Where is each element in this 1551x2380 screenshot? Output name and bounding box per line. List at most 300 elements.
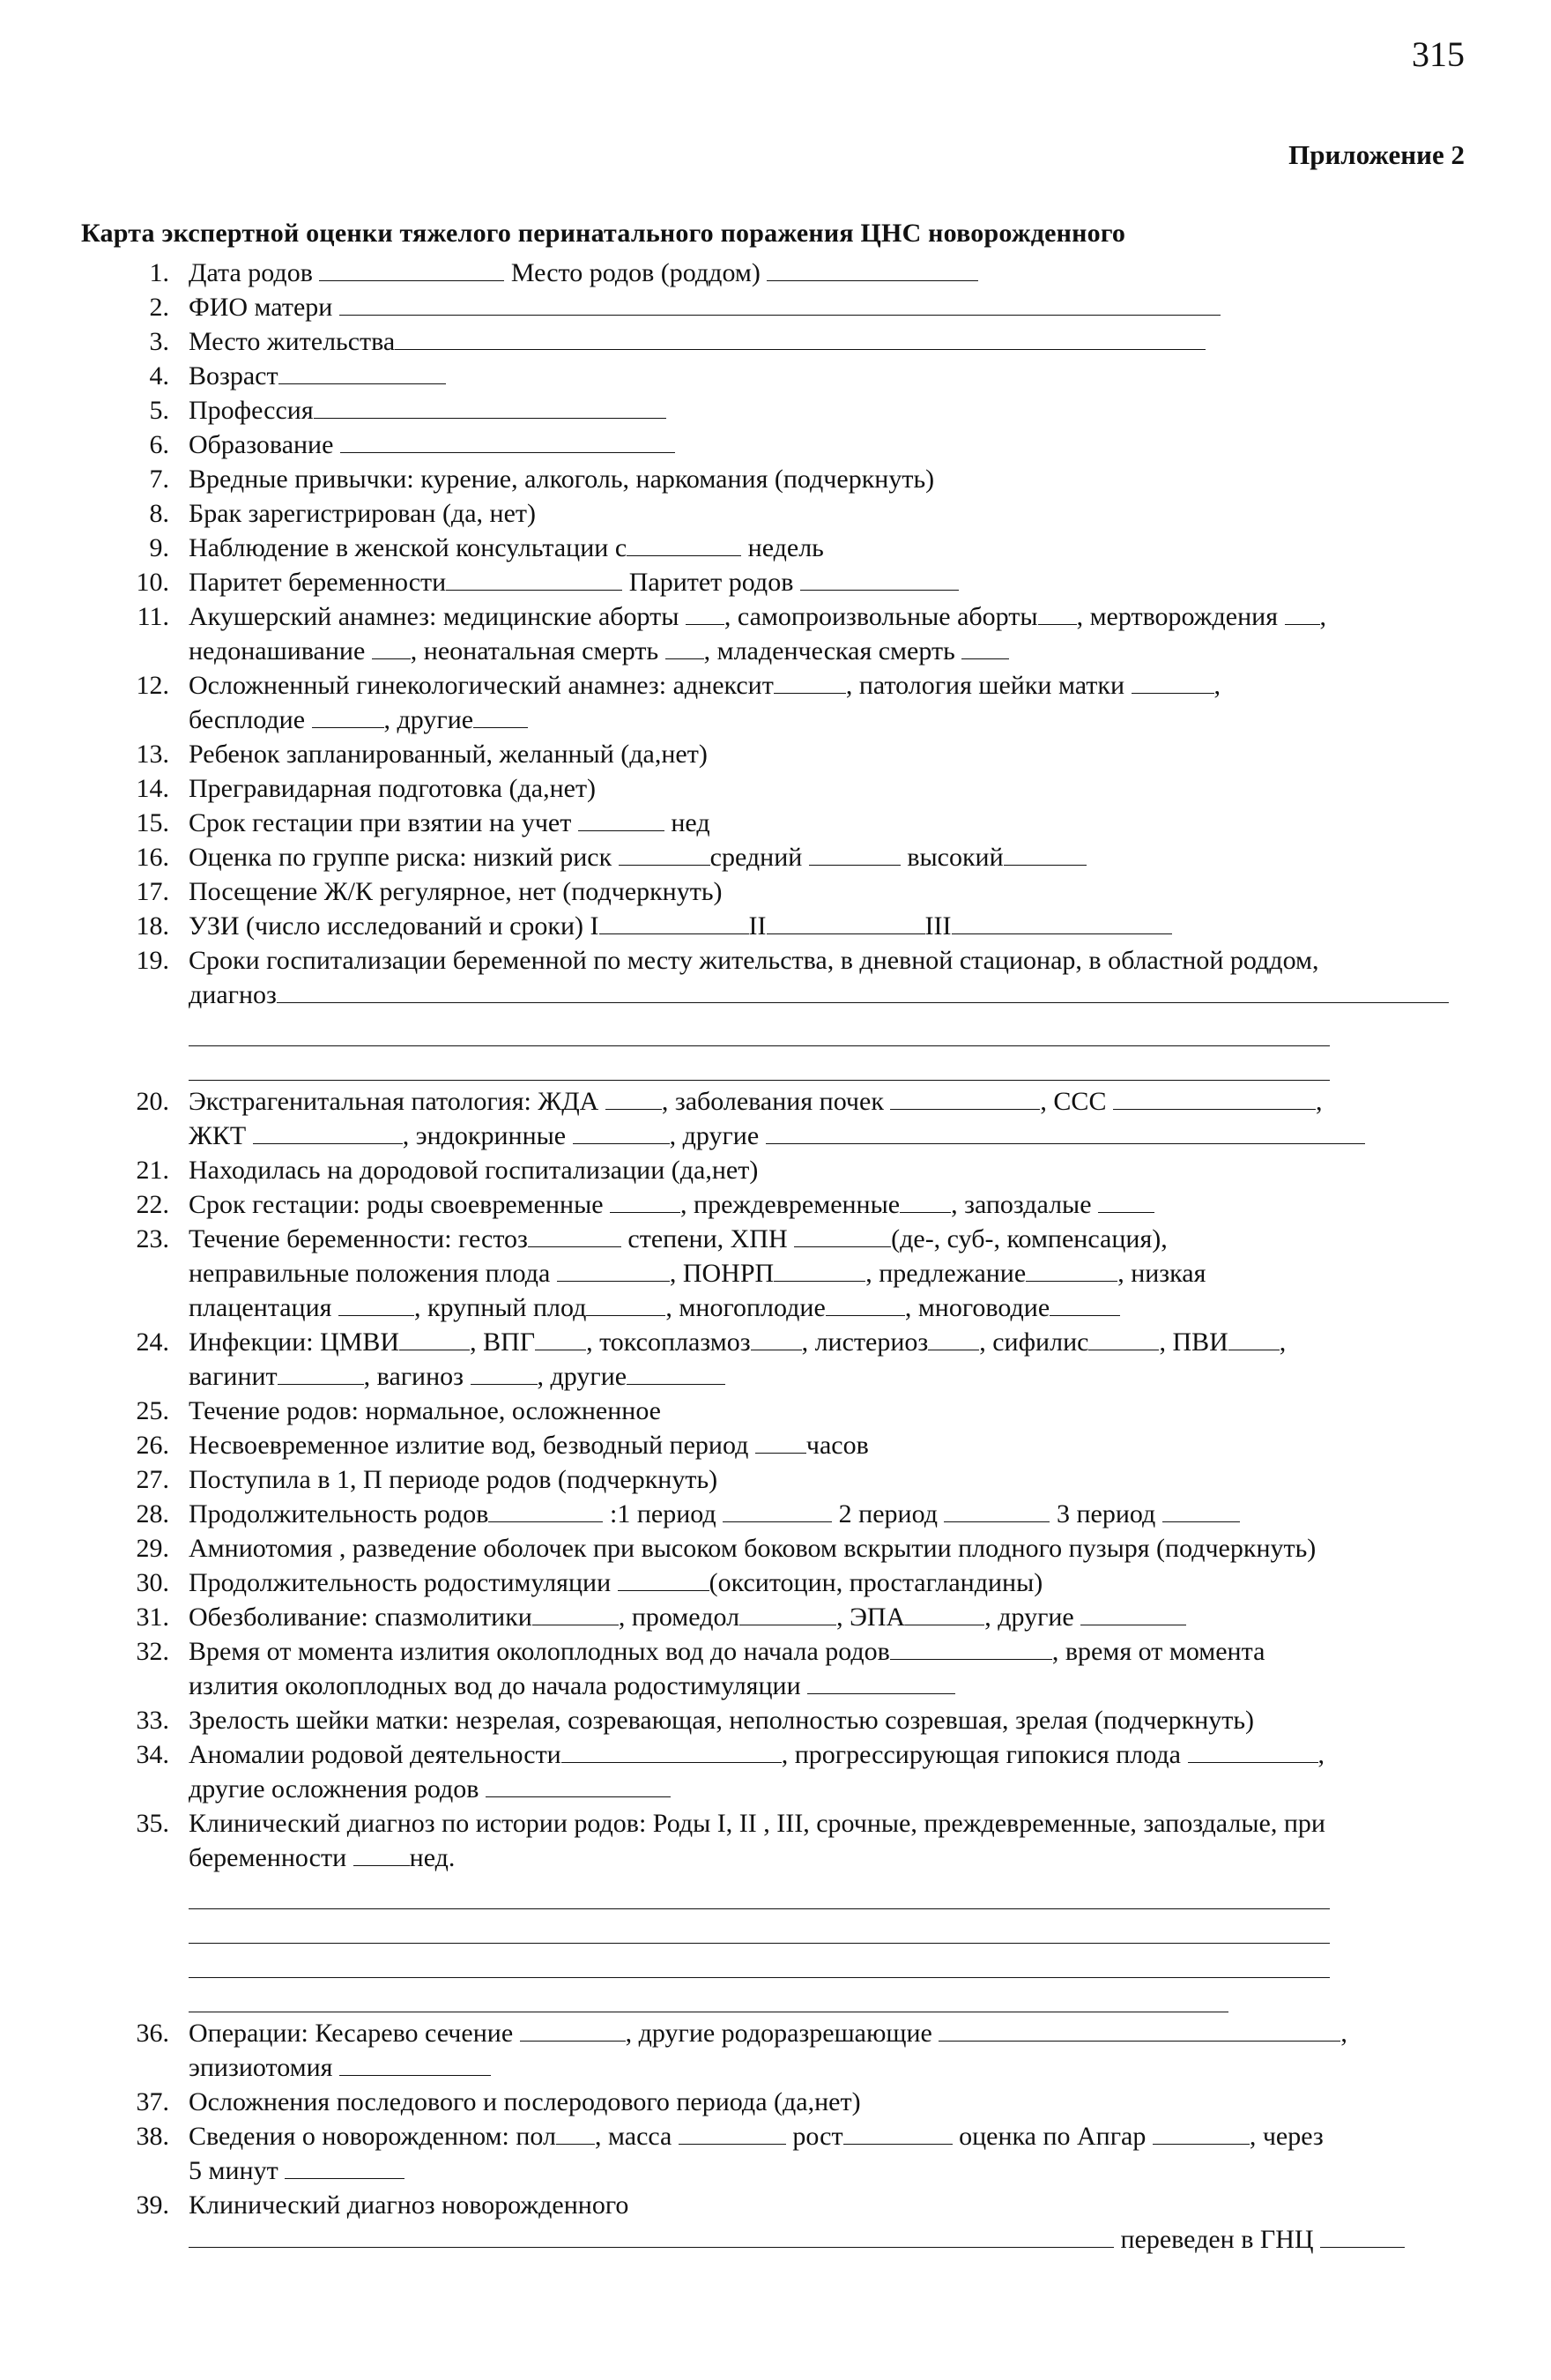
item-text: , bbox=[1315, 1087, 1323, 1116]
item-number: 1. bbox=[149, 258, 169, 287]
fill-in-blank[interactable] bbox=[619, 844, 710, 866]
item-line bbox=[189, 359, 1472, 393]
fill-in-blank[interactable] bbox=[557, 1260, 670, 1282]
item-text: Осложненный гинекологический анамнез: аднексит bbox=[189, 671, 774, 700]
item-text: Оценка по группе риска: низкий риск bbox=[189, 843, 619, 872]
item-text: , ПВИ bbox=[1159, 1328, 1228, 1357]
fill-in-line[interactable] bbox=[189, 1875, 1330, 1909]
item-line bbox=[189, 668, 1472, 703]
item-text: Клинический диагноз новорожденного bbox=[189, 2190, 629, 2220]
item-text: средний bbox=[709, 843, 809, 872]
item-text: , промедол bbox=[618, 1603, 740, 1632]
item-number: 34. bbox=[136, 1740, 169, 1769]
fill-in-blank[interactable] bbox=[1285, 603, 1320, 625]
item-line bbox=[189, 874, 1472, 909]
form-item bbox=[115, 2016, 1472, 2085]
item-line bbox=[189, 2016, 1472, 2050]
item-line bbox=[189, 531, 1472, 565]
fill-in-blank[interactable] bbox=[340, 431, 675, 453]
item-text: , преждевременные bbox=[680, 1190, 901, 1219]
item-number: 36. bbox=[136, 2019, 169, 2048]
item-text: Течение беременности: гестоз bbox=[189, 1224, 528, 1253]
item-text: Инфекции: ЦМВИ bbox=[189, 1328, 400, 1357]
item-text: Образование bbox=[189, 430, 340, 459]
form-item bbox=[115, 565, 1472, 599]
item-text: оценка по Апгар bbox=[952, 2122, 1153, 2151]
item-text: , bbox=[1319, 602, 1327, 631]
item-line bbox=[189, 1428, 1472, 1462]
item-number: 23. bbox=[136, 1224, 169, 1253]
form-item bbox=[115, 909, 1472, 943]
item-line bbox=[189, 428, 1472, 462]
item-text: диагноз bbox=[189, 980, 277, 1009]
item-text: Паритет беременности bbox=[189, 568, 447, 597]
fill-in-blank[interactable] bbox=[843, 2123, 953, 2145]
form-item bbox=[115, 1084, 1472, 1153]
fill-in-blank[interactable] bbox=[528, 1225, 621, 1247]
form-item bbox=[115, 1737, 1472, 1806]
item-text: часов bbox=[805, 1431, 869, 1460]
fill-in-blank[interactable] bbox=[277, 981, 1449, 1003]
fill-in-line[interactable] bbox=[189, 1978, 1228, 2012]
fill-in-blank[interactable] bbox=[800, 569, 959, 591]
item-number: 25. bbox=[136, 1396, 169, 1425]
item-text: беременности bbox=[189, 1843, 353, 1872]
item-text: рост bbox=[785, 2122, 843, 2151]
form-item bbox=[115, 1806, 1472, 2012]
fill-in-blank[interactable] bbox=[473, 706, 528, 728]
item-line bbox=[189, 1531, 1472, 1566]
fill-in-blank[interactable] bbox=[285, 2157, 404, 2179]
item-text: 2 период bbox=[832, 1499, 945, 1528]
fill-in-blank[interactable] bbox=[1026, 1260, 1117, 1282]
fill-in-blank[interactable] bbox=[755, 1432, 806, 1454]
fill-in-blank[interactable] bbox=[1050, 1294, 1120, 1316]
form-item bbox=[115, 874, 1472, 909]
form-item bbox=[115, 1497, 1472, 1531]
fill-in-blank[interactable] bbox=[535, 1328, 586, 1350]
fill-in-blank[interactable] bbox=[767, 259, 978, 281]
fill-in-blank[interactable] bbox=[1038, 603, 1077, 625]
item-text: , время от момента bbox=[1051, 1637, 1265, 1666]
fill-in-blank[interactable] bbox=[774, 1260, 865, 1282]
fill-in-blank[interactable] bbox=[605, 1088, 662, 1110]
fill-in-blank[interactable] bbox=[1320, 2226, 1405, 2248]
item-line bbox=[189, 978, 1472, 1012]
fill-in-blank[interactable] bbox=[766, 1122, 1365, 1144]
item-line bbox=[189, 1841, 1472, 1875]
item-line bbox=[189, 393, 1472, 428]
fill-in-blank[interactable] bbox=[488, 1500, 603, 1522]
fill-in-blank[interactable] bbox=[339, 294, 1221, 316]
item-text: , неонатальная смерть bbox=[410, 636, 665, 666]
item-text: , bbox=[1279, 1328, 1287, 1357]
item-line bbox=[189, 1119, 1472, 1153]
item-text: , другие bbox=[669, 1121, 766, 1150]
fill-in-blank[interactable] bbox=[395, 328, 1206, 350]
item-text: (де-, суб-, компенсация), bbox=[891, 1224, 1168, 1253]
fill-in-blank[interactable] bbox=[1132, 672, 1214, 694]
fill-in-blank[interactable] bbox=[339, 2054, 491, 2076]
item-text: , другие bbox=[537, 1362, 627, 1391]
fill-in-blank[interactable] bbox=[809, 844, 901, 866]
form-item bbox=[115, 1703, 1472, 1737]
form-item bbox=[115, 393, 1472, 428]
item-number: 6. bbox=[149, 430, 169, 459]
form-item bbox=[115, 599, 1472, 668]
item-text: Время от момента излития околоплодных вод до начала родов bbox=[189, 1637, 890, 1666]
form-item bbox=[115, 1428, 1472, 1462]
fill-in-blank[interactable] bbox=[1188, 1741, 1318, 1763]
item-number: 2. bbox=[149, 293, 169, 322]
form-item bbox=[115, 290, 1472, 324]
item-text: , другие bbox=[383, 705, 474, 734]
fill-in-blank[interactable] bbox=[767, 912, 925, 934]
fill-in-blank[interactable] bbox=[905, 1603, 984, 1625]
fill-in-blank[interactable] bbox=[573, 1122, 670, 1144]
fill-in-blank[interactable] bbox=[723, 1500, 832, 1522]
item-line bbox=[189, 1359, 1472, 1394]
item-line bbox=[189, 1634, 1472, 1669]
item-number: 3. bbox=[149, 327, 169, 356]
item-text: неправильные положения плода bbox=[189, 1259, 557, 1288]
form-item bbox=[115, 2119, 1472, 2188]
item-number: 17. bbox=[136, 877, 169, 906]
item-text: Зрелость шейки матки: незрелая, созревающая, неполностью созревшая, зрелая (подчеркнуть) bbox=[189, 1706, 1255, 1735]
fill-in-blank[interactable] bbox=[900, 1191, 951, 1213]
item-text: Экстрагенитальная патология: ЖДА bbox=[189, 1087, 605, 1116]
item-line bbox=[189, 1772, 1472, 1806]
item-text: Сведения о новорожденном: пол bbox=[189, 2122, 556, 2151]
form-item bbox=[115, 1600, 1472, 1634]
item-text: , bbox=[1213, 671, 1221, 700]
item-text: Обезболивание: спазмолитики bbox=[189, 1603, 532, 1632]
item-line bbox=[189, 1084, 1472, 1119]
item-text: переведен в ГНЦ bbox=[1114, 2225, 1321, 2254]
fill-in-blank[interactable] bbox=[794, 1225, 891, 1247]
fill-in-blank[interactable] bbox=[253, 1122, 403, 1144]
form-item bbox=[115, 943, 1472, 1081]
item-line bbox=[189, 909, 1472, 943]
page-number: 315 bbox=[1412, 34, 1465, 74]
fill-in-blank[interactable] bbox=[739, 1603, 836, 1625]
item-text: степени, ХПН bbox=[620, 1224, 795, 1253]
item-text: , листериоз bbox=[801, 1328, 929, 1357]
item-line bbox=[189, 1566, 1472, 1600]
item-number: 24. bbox=[136, 1328, 169, 1357]
item-line bbox=[189, 1394, 1472, 1428]
item-text: эпизиотомия bbox=[189, 2053, 339, 2082]
item-text: Ребенок запланированный, желанный (да,нет) bbox=[189, 740, 708, 769]
item-number: 32. bbox=[136, 1637, 169, 1666]
fill-in-line[interactable] bbox=[189, 1012, 1330, 1046]
item-text: Акушерский анамнез: медицинские аборты bbox=[189, 602, 686, 631]
item-number: 28. bbox=[136, 1499, 169, 1528]
fill-in-blank[interactable] bbox=[372, 637, 411, 659]
item-line bbox=[189, 2188, 1472, 2222]
item-text: , bbox=[1340, 2019, 1347, 2048]
fill-in-blank[interactable] bbox=[627, 1363, 725, 1385]
fill-in-blank[interactable] bbox=[1162, 1500, 1240, 1522]
fill-in-blank[interactable] bbox=[1228, 1328, 1280, 1350]
fill-in-blank[interactable] bbox=[939, 2019, 1340, 2042]
item-number: 33. bbox=[136, 1706, 169, 1735]
item-number: 12. bbox=[136, 671, 169, 700]
item-text: , заболевания почек bbox=[661, 1087, 891, 1116]
item-text: вагинит bbox=[189, 1362, 278, 1391]
item-number: 7. bbox=[149, 465, 169, 494]
fill-in-blank[interactable] bbox=[599, 912, 749, 934]
item-line bbox=[189, 256, 1472, 290]
form-item bbox=[115, 256, 1472, 290]
item-text: 5 минут bbox=[189, 2156, 286, 2185]
item-number: 18. bbox=[136, 911, 169, 941]
item-number: 8. bbox=[149, 499, 169, 528]
item-text: , ПОНРП bbox=[669, 1259, 775, 1288]
form-item bbox=[115, 1634, 1472, 1703]
item-text: , bbox=[1317, 1740, 1325, 1769]
item-number: 29. bbox=[136, 1534, 169, 1563]
fill-in-blank[interactable] bbox=[1080, 1603, 1186, 1625]
item-text: Посещение Ж/К регулярное, нет (подчеркнуть) bbox=[189, 877, 723, 906]
form-item bbox=[115, 324, 1472, 359]
form-item bbox=[115, 531, 1472, 565]
item-line bbox=[189, 1703, 1472, 1737]
item-text: Паритет родов bbox=[622, 568, 800, 597]
item-text: излития околоплодных вод до начала родостимуляции bbox=[189, 1671, 808, 1700]
form-item bbox=[115, 2188, 1472, 2257]
item-text: , токсоплазмоз bbox=[586, 1328, 751, 1357]
item-text: нед bbox=[664, 808, 710, 837]
fill-in-line[interactable] bbox=[189, 1909, 1330, 1944]
item-number: 30. bbox=[136, 1568, 169, 1597]
item-line bbox=[189, 1600, 1472, 1634]
item-number: 27. bbox=[136, 1465, 169, 1494]
form-item bbox=[115, 840, 1472, 874]
item-line bbox=[189, 1462, 1472, 1497]
item-number: 26. bbox=[136, 1431, 169, 1460]
fill-in-blank[interactable] bbox=[353, 1844, 410, 1866]
fill-in-blank[interactable] bbox=[561, 1741, 782, 1763]
item-number: 31. bbox=[136, 1603, 169, 1632]
fill-in-blank[interactable] bbox=[189, 2226, 1114, 2248]
item-text: , многоводие bbox=[904, 1293, 1050, 1322]
item-text: Осложнения последового и послеродового периода (да,нет) bbox=[189, 2087, 861, 2116]
item-text: Клинический диагноз по истории родов: Роды I, II , III, срочные, преждевременные, запоздалые, при bbox=[189, 1809, 1325, 1838]
fill-in-blank[interactable] bbox=[686, 603, 724, 625]
item-number: 10. bbox=[136, 568, 169, 597]
fill-in-blank[interactable] bbox=[312, 706, 384, 728]
fill-in-blank[interactable] bbox=[1098, 1191, 1154, 1213]
item-line bbox=[189, 634, 1472, 668]
fill-in-blank[interactable] bbox=[319, 259, 504, 281]
item-text: , ССС bbox=[1040, 1087, 1113, 1116]
item-number: 38. bbox=[136, 2122, 169, 2151]
item-text: , вагиноз bbox=[363, 1362, 471, 1391]
item-text: , эндокринные bbox=[402, 1121, 573, 1150]
form-item bbox=[115, 1222, 1472, 1325]
item-text: недонашивание bbox=[189, 636, 372, 666]
fill-in-blank[interactable] bbox=[627, 534, 741, 556]
fill-in-blank[interactable] bbox=[665, 637, 704, 659]
fill-in-blank[interactable] bbox=[1088, 1328, 1159, 1350]
form-item bbox=[115, 1187, 1472, 1222]
item-line bbox=[189, 2119, 1472, 2153]
form-item bbox=[115, 2085, 1472, 2119]
item-text: , запоздалые bbox=[951, 1190, 1099, 1219]
fill-in-blank[interactable] bbox=[952, 912, 1172, 934]
form-item bbox=[115, 1394, 1472, 1428]
item-text: , сифилис bbox=[979, 1328, 1089, 1357]
fill-in-blank[interactable] bbox=[278, 1363, 364, 1385]
fill-in-blank[interactable] bbox=[278, 362, 446, 384]
form-item bbox=[115, 771, 1472, 806]
item-text: , младенческая смерть bbox=[703, 636, 962, 666]
fill-in-blank[interactable] bbox=[520, 2019, 626, 2042]
item-text: III bbox=[924, 911, 952, 941]
item-line bbox=[189, 2050, 1472, 2085]
fill-in-blank[interactable] bbox=[399, 1328, 470, 1350]
item-number: 16. bbox=[136, 843, 169, 872]
item-number: 11. bbox=[137, 602, 169, 631]
fill-in-blank[interactable] bbox=[446, 569, 622, 591]
fill-in-blank[interactable] bbox=[314, 397, 666, 419]
fill-in-blank[interactable] bbox=[1153, 2123, 1250, 2145]
fill-in-blank[interactable] bbox=[928, 1328, 979, 1350]
item-number: 5. bbox=[149, 396, 169, 425]
item-line bbox=[189, 1806, 1472, 1841]
item-text: Несвоевременное излитие вод, безводный период bbox=[189, 1431, 755, 1460]
item-text: Срок гестации: роды своевременные bbox=[189, 1190, 611, 1219]
item-line bbox=[189, 806, 1472, 840]
item-line bbox=[189, 737, 1472, 771]
item-text: плацентация bbox=[189, 1293, 338, 1322]
item-line bbox=[189, 1325, 1472, 1359]
fill-in-blank[interactable] bbox=[532, 1603, 619, 1625]
form-item bbox=[115, 1566, 1472, 1600]
fill-in-blank[interactable] bbox=[890, 1088, 1040, 1110]
item-text: , мертворождения bbox=[1076, 602, 1285, 631]
fill-in-line[interactable] bbox=[189, 1046, 1330, 1081]
fill-in-line[interactable] bbox=[189, 1944, 1330, 1978]
item-text: , ЭПА bbox=[836, 1603, 906, 1632]
item-text: Операции: Кесарево сечение bbox=[189, 2019, 520, 2048]
appendix-label: Приложение 2 bbox=[1288, 139, 1465, 170]
item-text: Продолжительность родостимуляции bbox=[189, 1568, 618, 1597]
item-text: (окситоцин, простагландины) bbox=[709, 1568, 1043, 1597]
item-text: Сроки госпитализации беременной по месту жительства, в дневной стационар, в областной роддом, bbox=[189, 946, 1319, 975]
item-text: другие осложнения родов bbox=[189, 1774, 486, 1804]
fill-in-blank[interactable] bbox=[586, 1294, 665, 1316]
fill-in-blank[interactable] bbox=[961, 637, 1009, 659]
item-line bbox=[189, 1290, 1472, 1325]
form-item bbox=[115, 462, 1472, 496]
item-text: Дата родов bbox=[189, 258, 320, 287]
item-text: Место родов (роддом) bbox=[504, 258, 768, 287]
form-item bbox=[115, 737, 1472, 771]
item-number: 4. bbox=[149, 361, 169, 390]
item-text: Возраст bbox=[189, 361, 278, 390]
item-text: , другие bbox=[984, 1603, 1081, 1632]
item-line bbox=[189, 1222, 1472, 1256]
item-line bbox=[189, 1153, 1472, 1187]
fill-in-blank[interactable] bbox=[556, 2123, 595, 2145]
item-number: 22. bbox=[136, 1190, 169, 1219]
fill-in-blank[interactable] bbox=[944, 1500, 1050, 1522]
item-text: Аномалии родовой деятельности bbox=[189, 1740, 561, 1769]
item-number: 37. bbox=[136, 2087, 169, 2116]
fill-in-blank[interactable] bbox=[751, 1328, 802, 1350]
item-text: Брак зарегистрирован (да, нет) bbox=[189, 499, 536, 528]
item-line bbox=[189, 1669, 1472, 1703]
item-number: 19. bbox=[136, 946, 169, 975]
item-line bbox=[189, 1497, 1472, 1531]
item-text: недель bbox=[741, 533, 824, 562]
item-text: Течение родов: нормальное, осложненное bbox=[189, 1396, 662, 1425]
fill-in-blank[interactable] bbox=[774, 672, 846, 694]
item-text: , масса bbox=[594, 2122, 679, 2151]
item-line bbox=[189, 565, 1472, 599]
item-number: 20. bbox=[136, 1087, 169, 1116]
fill-in-blank[interactable] bbox=[890, 1638, 1052, 1660]
item-text: ФИО матери bbox=[189, 293, 339, 322]
form-item bbox=[115, 1153, 1472, 1187]
item-line bbox=[189, 2153, 1472, 2188]
fill-in-blank[interactable] bbox=[826, 1294, 905, 1316]
item-text: II bbox=[748, 911, 767, 941]
item-text: УЗИ (число исследований и сроки) I bbox=[189, 911, 599, 941]
item-text: Прегравидарная подготовка (да,нет) bbox=[189, 774, 597, 803]
fill-in-blank[interactable] bbox=[679, 2123, 786, 2145]
item-text: Поступила в 1, П периоде родов (подчеркнуть) bbox=[189, 1465, 718, 1494]
item-line bbox=[189, 324, 1472, 359]
item-text: ЖКТ bbox=[189, 1121, 253, 1150]
item-text: Наблюдение в женской консультации с bbox=[189, 533, 627, 562]
form-item bbox=[115, 1325, 1472, 1394]
form-item bbox=[115, 359, 1472, 393]
item-number: 13. bbox=[136, 740, 169, 769]
item-text: Место жительства bbox=[189, 327, 396, 356]
fill-in-blank[interactable] bbox=[610, 1191, 680, 1213]
item-text: , предлежание bbox=[865, 1259, 1027, 1288]
fill-in-blank[interactable] bbox=[807, 1672, 955, 1694]
item-text: нед. bbox=[409, 1843, 456, 1872]
fill-in-blank[interactable] bbox=[471, 1363, 538, 1385]
fill-in-blank[interactable] bbox=[486, 1775, 671, 1797]
item-text: Срок гестации при взятии на учет bbox=[189, 808, 578, 837]
item-line bbox=[189, 2222, 1472, 2257]
item-text: 3 период bbox=[1050, 1499, 1162, 1528]
fill-in-blank[interactable] bbox=[618, 1569, 709, 1591]
item-number: 9. bbox=[149, 533, 169, 562]
fill-in-blank[interactable] bbox=[1004, 844, 1087, 866]
item-text: , прогрессирующая гипокися плода bbox=[781, 1740, 1188, 1769]
item-text: :1 период bbox=[603, 1499, 724, 1528]
fill-in-blank[interactable] bbox=[338, 1294, 414, 1316]
item-line bbox=[189, 771, 1472, 806]
item-text: , самопроизвольные аборты bbox=[724, 602, 1038, 631]
item-line bbox=[189, 290, 1472, 324]
item-line bbox=[189, 1256, 1472, 1290]
item-number: 15. bbox=[136, 808, 169, 837]
fill-in-blank[interactable] bbox=[578, 809, 664, 831]
item-line bbox=[189, 943, 1472, 978]
item-text: бесплодие bbox=[189, 705, 312, 734]
item-line bbox=[189, 1187, 1472, 1222]
item-number: 21. bbox=[136, 1156, 169, 1185]
item-text: Амниотомия , разведение оболочек при высоком боковом вскрытии плодного пузыря (подчеркнуть) bbox=[189, 1534, 1317, 1563]
fill-in-blank[interactable] bbox=[1113, 1088, 1316, 1110]
